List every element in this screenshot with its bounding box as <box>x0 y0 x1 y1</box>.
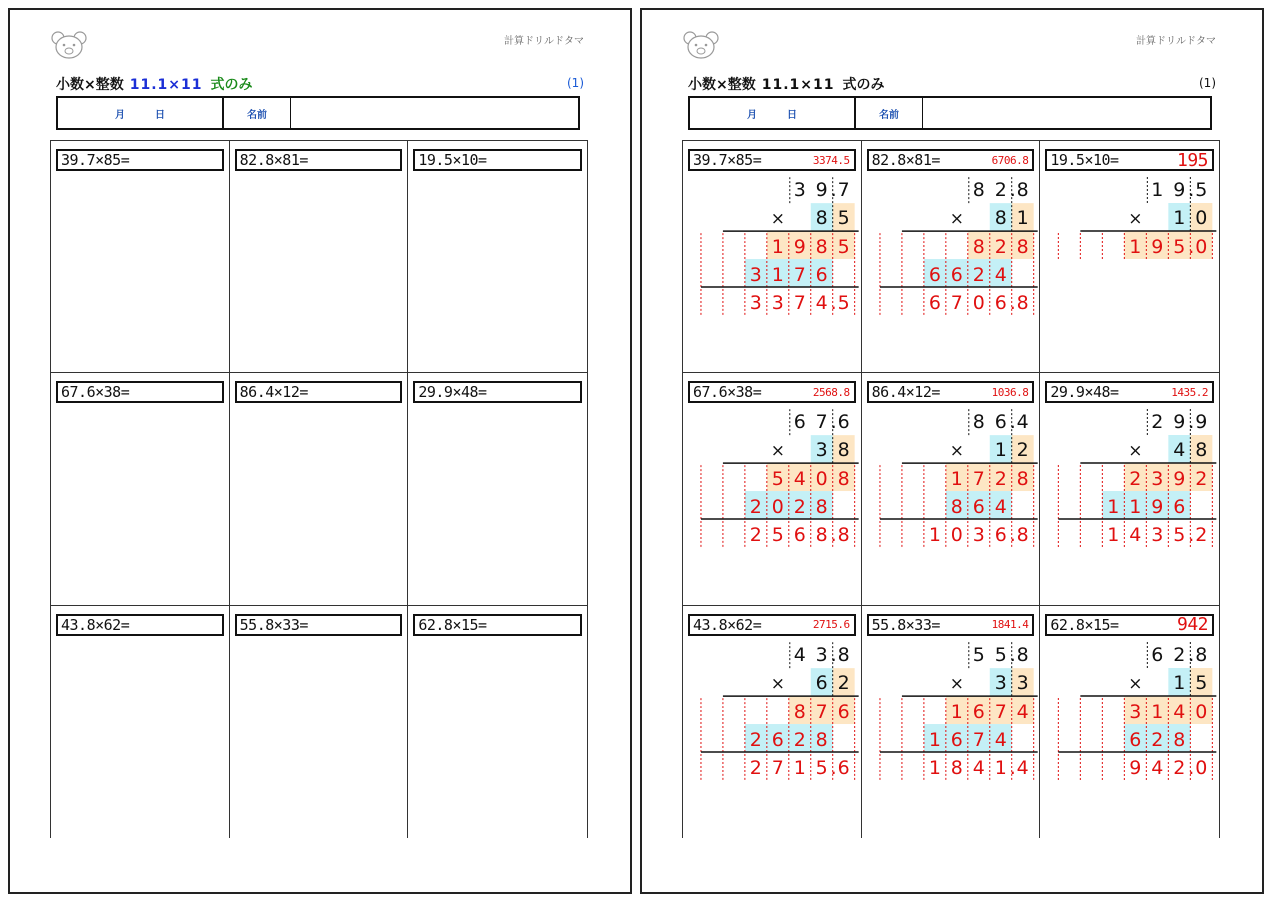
multiplicand-digit: 2 <box>1173 643 1186 666</box>
result-digit: 1 <box>994 756 1007 779</box>
problem-box <box>688 381 856 403</box>
multiplier-digit: 1 <box>1173 671 1186 694</box>
answer-text: 2715.6 <box>812 618 850 632</box>
problem-text: 86.4×12= <box>239 383 308 402</box>
multiplicand-digit: 9 <box>1173 179 1186 201</box>
partial-product-digit: 1 <box>1129 236 1142 258</box>
partial-product-digit: 5 <box>771 468 784 491</box>
result-digit: 1 <box>928 524 941 547</box>
problem-text: 29.9×48= <box>1050 383 1119 402</box>
answer-page <box>640 8 1264 894</box>
problem-box <box>413 381 582 403</box>
problem-text: 43.8×62= <box>693 615 762 634</box>
partial-product-digit: 1 <box>771 263 784 286</box>
problem-box <box>1045 149 1214 171</box>
result-digit: 2 <box>1195 524 1208 547</box>
name-label: 名前 <box>247 109 267 121</box>
answer-cell <box>683 141 862 373</box>
multiplier-digit: 3 <box>815 439 828 462</box>
times-sign: × <box>770 208 785 229</box>
partial-product-digit: 8 <box>1016 468 1029 491</box>
multiplier-digit: 2 <box>837 671 850 694</box>
day-label: 日 <box>155 109 165 121</box>
page-title <box>688 74 885 94</box>
title-kind: 式のみ <box>842 77 885 93</box>
problem-text: 19.5×10= <box>418 151 487 169</box>
partial-product-digit: 0 <box>815 468 828 491</box>
answer-text: 942 <box>1176 614 1208 636</box>
multiplicand-digit: 2 <box>994 179 1007 202</box>
worksheet-page <box>8 8 632 894</box>
problem-text: 86.4×12= <box>871 383 940 402</box>
multiplicand-digit: 1 <box>1151 179 1164 201</box>
partial-product-digit: 6 <box>837 700 850 723</box>
partial-product-digit: 6 <box>972 700 985 723</box>
problem-text: 82.8×81= <box>871 151 940 169</box>
times-sign: × <box>1128 209 1143 229</box>
partial-product-digit: 6 <box>1173 496 1186 519</box>
multiplier-digit: 8 <box>994 207 1007 230</box>
problem-box <box>56 149 224 171</box>
multiplier-digit: 5 <box>1195 671 1208 694</box>
partial-product-digit: 8 <box>972 236 985 259</box>
times-sign: × <box>949 672 964 693</box>
problem-text: 43.8×62= <box>61 615 130 634</box>
problem-box <box>235 149 403 171</box>
problem-cell <box>230 141 409 373</box>
partial-product-digit: 7 <box>994 700 1007 723</box>
page-number: (1) <box>1199 76 1216 90</box>
multiplicand-digit: 6 <box>994 411 1007 434</box>
multiplicand-digit: 8 <box>972 411 985 434</box>
result-digit: 1 <box>1107 524 1120 547</box>
partial-product-digit: 9 <box>793 236 806 259</box>
answer-text: 3374.5 <box>812 153 850 167</box>
partial-product-digit: 8 <box>815 236 828 259</box>
partial-product-digit: 3 <box>749 263 762 286</box>
multiplicand-digit: 9 <box>1173 411 1186 434</box>
multiplicand-digit: 2 <box>1151 411 1164 434</box>
partial-product-digit: 2 <box>1129 468 1142 491</box>
problem-text: 55.8×33= <box>871 615 940 634</box>
result-digit: 8 <box>1016 291 1029 314</box>
problem-box <box>1045 614 1214 636</box>
answer-grid <box>682 140 1220 838</box>
partial-product-digit: 6 <box>928 263 941 286</box>
partial-product-digit: 2 <box>749 728 762 751</box>
partial-product-digit: 1 <box>1151 700 1164 723</box>
partial-product-digit: 8 <box>815 728 828 751</box>
answer-cell <box>1040 141 1219 373</box>
partial-product-digit: 2 <box>994 236 1007 259</box>
answer-cell <box>862 141 1041 373</box>
bear-logo-icon <box>682 30 720 60</box>
partial-product-digit: 2 <box>793 496 806 519</box>
multiplier-digit: 0 <box>1195 207 1208 229</box>
partial-product-digit: 1 <box>771 236 784 259</box>
result-digit: 1 <box>928 756 941 779</box>
result-digit: 2 <box>749 524 762 547</box>
answer-cell <box>1040 373 1219 605</box>
problem-text: 39.7×85= <box>693 151 762 169</box>
name-label-box <box>224 98 291 128</box>
multiplicand-digit: 7 <box>837 179 850 202</box>
times-sign: × <box>1128 673 1143 694</box>
problem-text: 55.8×33= <box>239 615 308 634</box>
partial-product-digit: 1 <box>1107 496 1120 519</box>
problem-text: 62.8×15= <box>1050 615 1119 634</box>
partial-product-digit: 9 <box>1151 496 1164 519</box>
multiplier-digit: 8 <box>815 207 828 230</box>
partial-product-digit: 2 <box>1195 468 1208 491</box>
multiplicand-digit: 8 <box>837 643 850 666</box>
partial-product-digit: 2 <box>972 263 985 286</box>
answer-text: 6706.8 <box>991 153 1029 167</box>
problem-cell <box>51 141 230 373</box>
partial-product-digit: 1 <box>950 700 963 723</box>
title-formula: 11.1×11 <box>761 77 835 93</box>
month-label: 月 <box>747 109 757 121</box>
multiplicand-digit: 6 <box>793 411 806 434</box>
answer-text: 1841.4 <box>991 618 1029 632</box>
long-multiplication <box>862 175 1040 375</box>
partial-product-digit: 4 <box>994 496 1007 519</box>
problem-box <box>235 614 403 636</box>
partial-product-digit: 4 <box>1016 700 1029 723</box>
partial-product-digit: 9 <box>1173 468 1186 491</box>
problem-cell <box>230 373 409 605</box>
result-digit: 0 <box>950 524 963 547</box>
partial-product-digit: 9 <box>1151 236 1164 258</box>
multiplicand-digit: 9 <box>815 179 828 202</box>
result-digit: 3 <box>1151 524 1164 547</box>
partial-product-digit: 3 <box>1151 468 1164 491</box>
result-digit: 4 <box>972 756 985 779</box>
multiplicand-digit: 3 <box>815 643 828 666</box>
decimal-point: . <box>1188 236 1195 258</box>
page-number: (1) <box>567 76 584 90</box>
long-multiplication <box>683 407 861 607</box>
result-digit: 3 <box>972 524 985 547</box>
problem-box <box>235 381 403 403</box>
bear-logo-icon <box>50 30 88 60</box>
partial-product-digit: 2 <box>1151 728 1164 751</box>
multiplicand-digit: 8 <box>1016 643 1029 666</box>
decimal-point: . <box>830 291 837 314</box>
decimal-point: . <box>1188 411 1195 434</box>
result-digit: 4 <box>815 291 828 314</box>
multiplier-digit: 2 <box>1016 439 1029 462</box>
multiplier-digit: 5 <box>837 207 850 230</box>
decimal-point: . <box>1188 179 1195 201</box>
partial-product-digit: 8 <box>793 700 806 723</box>
multiplicand-digit: 8 <box>1195 643 1208 666</box>
result-digit: 6 <box>928 291 941 314</box>
multiplicand-digit: 3 <box>793 179 806 202</box>
multiplicand-digit: 5 <box>972 643 985 666</box>
result-digit: 7 <box>771 756 784 779</box>
long-multiplication <box>1040 175 1219 375</box>
brand-label: 計算ドリルドタマ <box>504 36 584 47</box>
decimal-point: . <box>1188 524 1195 547</box>
decimal-point: . <box>830 179 837 202</box>
partial-product-digit: 6 <box>1129 728 1142 751</box>
day-label: 日 <box>787 109 797 121</box>
partial-product-digit: 7 <box>815 700 828 723</box>
result-digit: 6 <box>994 291 1007 314</box>
problem-box <box>413 149 582 171</box>
problem-box <box>1045 381 1214 403</box>
problem-grid <box>50 140 588 838</box>
long-multiplication <box>683 640 861 840</box>
problem-box <box>56 381 224 403</box>
multiplier-digit: 1 <box>1016 207 1029 230</box>
result-digit: 3 <box>771 291 784 314</box>
result-digit: 4 <box>1016 756 1029 779</box>
partial-product-digit: 0 <box>1195 236 1208 258</box>
multiplicand-digit: 8 <box>972 179 985 202</box>
result-digit: 7 <box>793 291 806 314</box>
partial-product-digit: 8 <box>815 496 828 519</box>
answer-text: 2568.8 <box>812 385 850 399</box>
partial-product-digit: 6 <box>950 728 963 751</box>
problem-text: 62.8×15= <box>418 615 487 634</box>
answer-cell <box>862 373 1041 605</box>
multiplier-digit: 8 <box>1195 439 1208 462</box>
problem-box <box>867 149 1035 171</box>
partial-product-digit: 6 <box>815 263 828 286</box>
name-field <box>923 98 1210 128</box>
times-sign: × <box>770 672 785 693</box>
result-digit: 2 <box>1173 756 1186 779</box>
decimal-point: . <box>1009 756 1016 779</box>
result-digit: 8 <box>837 524 850 547</box>
partial-product-digit: 3 <box>1129 700 1142 723</box>
multiplier-digit: 1 <box>1173 207 1186 229</box>
date-field <box>58 98 224 128</box>
multiplicand-digit: 9 <box>1195 411 1208 434</box>
partial-product-digit: 6 <box>972 496 985 519</box>
partial-product-digit: 1 <box>950 468 963 491</box>
times-sign: × <box>949 440 964 461</box>
partial-product-digit: 1 <box>1129 496 1142 519</box>
partial-product-digit: 8 <box>1173 728 1186 751</box>
problem-cell <box>230 606 409 838</box>
partial-product-digit: 4 <box>994 263 1007 286</box>
partial-product-digit: 6 <box>771 728 784 751</box>
problem-cell <box>51 373 230 605</box>
long-multiplication <box>1040 407 1219 607</box>
problem-cell <box>408 373 587 605</box>
answer-cell <box>683 373 862 605</box>
long-multiplication <box>862 640 1040 840</box>
times-sign: × <box>770 440 785 461</box>
decimal-point: . <box>1009 291 1016 314</box>
result-digit: 5 <box>1173 524 1186 547</box>
partial-product-digit: 7 <box>972 728 985 751</box>
partial-product-digit: 4 <box>793 468 806 491</box>
decimal-point: . <box>830 643 837 666</box>
partial-product-digit: 6 <box>950 263 963 286</box>
multiplier-digit: 1 <box>994 439 1007 462</box>
multiplicand-digit: 4 <box>1016 411 1029 434</box>
result-digit: 2 <box>749 756 762 779</box>
partial-product-digit: 0 <box>1195 700 1208 723</box>
decimal-point: . <box>1188 756 1195 779</box>
problem-text: 29.9×48= <box>418 383 487 402</box>
decimal-point: . <box>830 756 837 779</box>
answer-cell <box>862 606 1041 838</box>
name-date-row <box>56 96 580 130</box>
problem-cell <box>408 141 587 373</box>
result-digit: 8 <box>1016 524 1029 547</box>
answer-text: 195 <box>1176 149 1208 171</box>
partial-product-digit: 2 <box>749 496 762 519</box>
result-digit: 0 <box>972 291 985 314</box>
decimal-point: . <box>1009 643 1016 666</box>
result-digit: 1 <box>793 756 806 779</box>
result-digit: 5 <box>771 524 784 547</box>
name-field <box>291 98 578 128</box>
partial-product-digit: 2 <box>994 468 1007 491</box>
times-sign: × <box>1128 441 1143 462</box>
partial-product-digit: 1 <box>928 728 941 751</box>
multiplicand-digit: 8 <box>1016 179 1029 202</box>
brand-label: 計算ドリルドタマ <box>1136 36 1216 47</box>
multiplier-digit: 6 <box>815 671 828 694</box>
answer-text: 1036.8 <box>991 385 1029 399</box>
decimal-point: . <box>1009 524 1016 547</box>
result-digit: 0 <box>1195 756 1208 779</box>
page-title <box>56 74 253 94</box>
title-kind: 式のみ <box>210 77 253 93</box>
partial-product-digit: 2 <box>793 728 806 751</box>
decimal-point: . <box>830 411 837 434</box>
decimal-point: . <box>1009 411 1016 434</box>
problem-box <box>413 614 582 636</box>
result-digit: 6 <box>837 756 850 779</box>
name-label-box <box>856 98 923 128</box>
name-date-row <box>688 96 1212 130</box>
multiplicand-digit: 5 <box>994 643 1007 666</box>
decimal-point: . <box>1009 179 1016 202</box>
title-formula: 11.1×11 <box>129 77 203 93</box>
result-digit: 7 <box>950 291 963 314</box>
partial-product-digit: 7 <box>793 263 806 286</box>
multiplier-digit: 3 <box>994 671 1007 694</box>
long-multiplication <box>862 407 1040 607</box>
long-multiplication <box>1040 640 1219 840</box>
result-digit: 6 <box>994 524 1007 547</box>
partial-product-digit: 5 <box>837 236 850 259</box>
times-sign: × <box>949 208 964 229</box>
partial-product-digit: 8 <box>837 468 850 491</box>
problem-cell <box>51 606 230 838</box>
partial-product-digit: 0 <box>771 496 784 519</box>
partial-product-digit: 5 <box>1173 236 1186 258</box>
multiplier-digit: 8 <box>837 439 850 462</box>
problem-box <box>867 614 1035 636</box>
problem-cell <box>408 606 587 838</box>
decimal-point: . <box>1188 643 1195 666</box>
title-jp: 小数×整数 <box>688 77 756 93</box>
partial-product-digit: 4 <box>994 728 1007 751</box>
answer-text: 1435.2 <box>1171 385 1208 399</box>
problem-text: 19.5×10= <box>1050 151 1119 169</box>
result-digit: 3 <box>749 291 762 314</box>
problem-text: 67.6×38= <box>693 383 762 402</box>
multiplier-digit: 3 <box>1016 671 1029 694</box>
month-label: 月 <box>115 109 125 121</box>
multiplicand-digit: 7 <box>815 411 828 434</box>
problem-text: 82.8×81= <box>239 151 308 169</box>
name-label: 名前 <box>879 109 899 121</box>
date-field <box>690 98 856 128</box>
multiplier-digit: 4 <box>1173 439 1186 462</box>
decimal-point: . <box>830 524 837 547</box>
result-digit: 9 <box>1129 756 1142 779</box>
long-multiplication <box>683 175 861 375</box>
multiplicand-digit: 5 <box>1195 179 1208 201</box>
partial-product-digit: 4 <box>1173 700 1186 723</box>
answer-cell <box>683 606 862 838</box>
problem-box <box>688 614 856 636</box>
result-digit: 8 <box>950 756 963 779</box>
problem-box <box>56 614 224 636</box>
problem-box <box>688 149 856 171</box>
result-digit: 6 <box>793 524 806 547</box>
multiplicand-digit: 6 <box>837 411 850 434</box>
result-digit: 4 <box>1151 756 1164 779</box>
title-jp: 小数×整数 <box>56 77 124 93</box>
partial-product-digit: 8 <box>950 496 963 519</box>
result-digit: 5 <box>837 291 850 314</box>
answer-cell <box>1040 606 1219 838</box>
partial-product-digit: 7 <box>972 468 985 491</box>
problem-text: 39.7×85= <box>61 151 130 169</box>
problem-text: 67.6×38= <box>61 383 130 402</box>
problem-box <box>867 381 1035 403</box>
multiplicand-digit: 6 <box>1151 643 1164 666</box>
partial-product-digit: 8 <box>1016 236 1029 259</box>
multiplicand-digit: 4 <box>793 643 806 666</box>
result-digit: 5 <box>815 756 828 779</box>
result-digit: 8 <box>815 524 828 547</box>
result-digit: 4 <box>1129 524 1142 547</box>
